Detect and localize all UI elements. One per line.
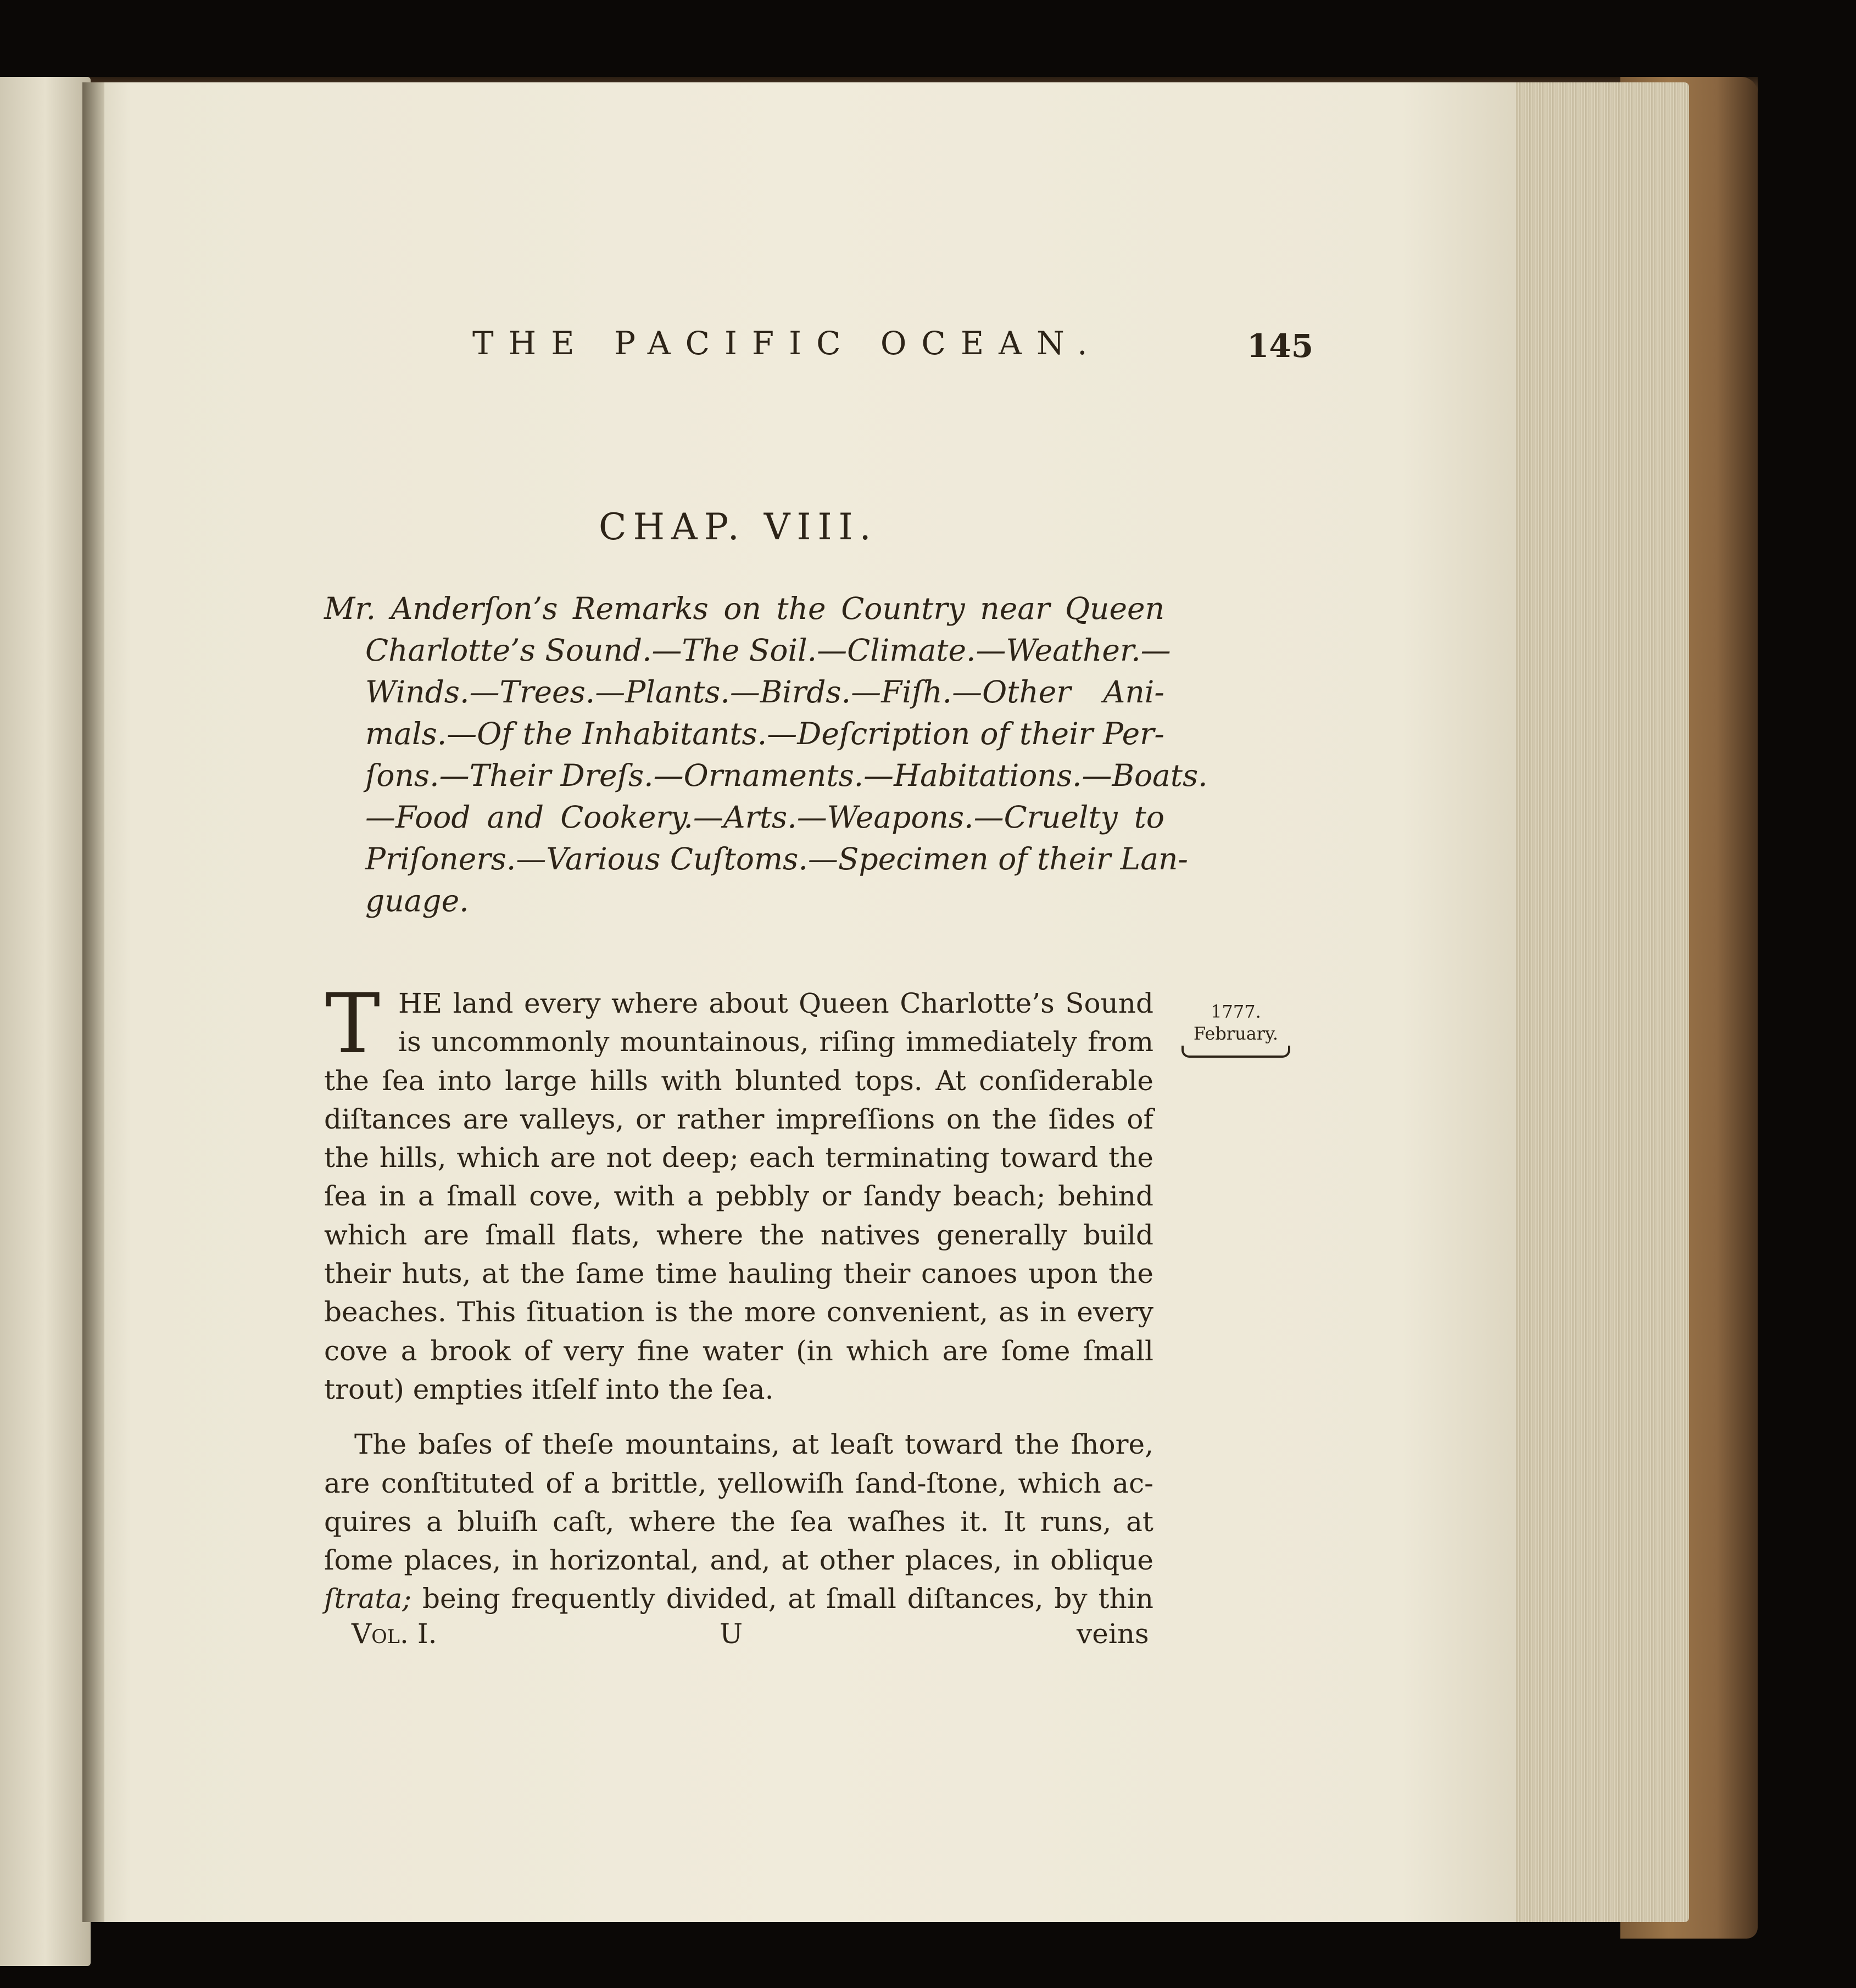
text-line: quires a bluiſh caſt, where the ſea waſhes it. It runs, at xyxy=(324,1505,1153,1538)
text-line: diſtances are valleys, or rather impreſſions on the ſides of xyxy=(324,1103,1153,1135)
text-line: their huts, at the ſame time hauling their canoes upon the xyxy=(324,1258,1153,1290)
summary-line: mals.—Of the Inhabitants.—Deſcription of their Per- xyxy=(365,716,1164,751)
margin-note-year: 1777. xyxy=(1211,1001,1261,1022)
text-line: trout) empties itſelf into the ſea. xyxy=(324,1373,774,1405)
text-line: which are ſmall flats, where the natives generally build xyxy=(324,1219,1153,1251)
summary-line: Charlotte’s Sound.—The Soil.—Climate.—Weather.— xyxy=(365,633,1171,668)
text-line: the hills, which are not deep; each terminating toward the xyxy=(324,1142,1153,1174)
summary-line: ſons.—Their Dreſs.—Ornaments.—Habitations.—Boats. xyxy=(365,758,1208,793)
page-number: 145 xyxy=(1247,327,1314,365)
body-text xyxy=(324,976,1153,1618)
drop-cap: T xyxy=(325,976,381,1072)
brace-icon xyxy=(1181,1046,1290,1058)
summary-line: Winds.—Trees.—Plants.—Birds.—Fiſh.—Other Ani- xyxy=(365,674,1164,710)
gutter xyxy=(82,82,104,1922)
text-line: the ſea into large hills with blunted tops. At conſiderable xyxy=(324,1064,1153,1097)
chapter-summary xyxy=(324,588,1208,922)
margin-note xyxy=(1181,1001,1291,1058)
footer-signature: U xyxy=(720,1618,743,1650)
italic-word: ſtrata; xyxy=(324,1583,412,1615)
summary-line: Priſoners.—Various Cuſtoms.—Specimen of their Lan- xyxy=(365,841,1188,876)
page-edges xyxy=(1513,82,1689,1922)
text-line: The baſes of theſe mountains, at leaſt toward the ſhore, xyxy=(354,1428,1153,1461)
text-line: are conſtituted of a brittle, yellowiſh ſand-ſtone, which ac- xyxy=(324,1467,1153,1499)
text-line: beaches. This ſituation is the more convenient, as in every xyxy=(324,1296,1153,1328)
summary-line: guage. xyxy=(365,883,469,918)
footer-volume: Vol. I. xyxy=(352,1618,437,1650)
summary-line: Mr. Anderſon’s Remarks on the Country near Queen xyxy=(324,591,1164,626)
text-line: ſome places, in horizontal, and, at other places, in oblique xyxy=(324,1544,1153,1577)
footer-catchword: veins xyxy=(1077,1618,1149,1650)
text-line: cove a brook of very fine water (in which are ſome ſmall xyxy=(324,1334,1153,1367)
text-line: is uncommonly mountainous, riſing immediately from xyxy=(398,1026,1153,1058)
summary-line: —Food and Cookery.—Arts.—Weapons.—Cruelty to xyxy=(365,800,1164,835)
text-line-with-italic xyxy=(324,1579,1153,1618)
text-line: HE land every where about Queen Charlotte’s Sound xyxy=(398,987,1153,1019)
running-head: THE PACIFIC OCEAN. xyxy=(472,325,1102,362)
facing-page xyxy=(0,77,91,1966)
chapter-title: CHAP. VIII. xyxy=(599,506,878,548)
text-line-rest: being frequently divided, at ſmall diſtances, by thin xyxy=(422,1583,1153,1615)
text-line: ſea in a ſmall cove, with a pebbly or ſandy beach; behind xyxy=(324,1180,1153,1213)
margin-note-month: February. xyxy=(1193,1023,1279,1044)
